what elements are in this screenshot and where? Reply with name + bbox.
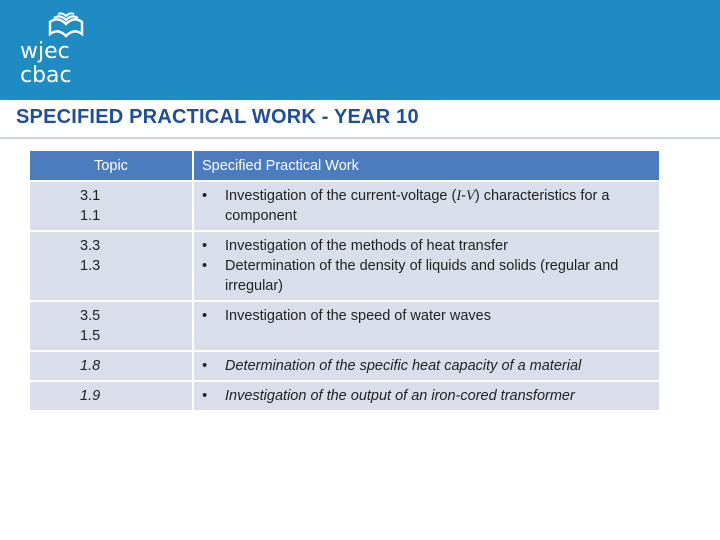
table-row [30, 231, 660, 301]
topic-number: 1.9 [80, 388, 101, 404]
practical-cell [193, 181, 660, 231]
topic-number: 3.5 [80, 308, 101, 324]
open-book-icon [46, 12, 86, 38]
page-title: SPECIFIED PRACTICAL WORK - YEAR 10 [16, 106, 419, 128]
practical-text: Investigation of the methods of heat transfer [225, 238, 508, 254]
header-band [0, 0, 720, 100]
voltage-symbol: V [466, 188, 475, 204]
practical-item [202, 236, 651, 256]
topic-number: 3.3 [80, 238, 101, 254]
logo-text-wjec: wjec [20, 39, 70, 64]
practical-text: Determination of the specific heat capacity of a material [225, 358, 582, 374]
practical-text: Investigation of the output of an iron-cored transformer [225, 388, 575, 404]
practical-cell [193, 381, 660, 411]
topic-number: 1.3 [80, 258, 101, 274]
topic-cell [30, 231, 193, 301]
practical-work-table [30, 151, 661, 412]
topic-cell [30, 181, 193, 231]
table-header-row [30, 151, 660, 181]
practical-cell [193, 301, 660, 351]
bullet-icon: • [202, 388, 208, 404]
topic-number: 1.8 [80, 358, 101, 374]
practical-item [202, 386, 651, 406]
topic-cell [30, 351, 193, 381]
practical-item [202, 186, 651, 226]
bullet-icon: • [202, 188, 208, 204]
table-row [30, 351, 660, 381]
topic-number: 1.1 [80, 208, 101, 224]
practical-cell [193, 351, 660, 381]
practical-item [202, 256, 651, 296]
title-divider [0, 137, 720, 139]
table-row [30, 301, 660, 351]
bullet-icon: • [202, 238, 208, 254]
practical-text: Investigation of the speed of water waves [225, 308, 491, 324]
current-symbol: I [456, 188, 462, 204]
topic-number: 1.5 [80, 328, 101, 344]
practical-item [202, 356, 651, 376]
table-row [30, 381, 660, 411]
practical-text: ) characteristics for a component [225, 188, 610, 224]
bullet-icon: • [202, 358, 208, 374]
logo-text-cbac: cbac [20, 63, 72, 88]
column-header-topic: Topic [30, 151, 193, 181]
practical-item [202, 306, 651, 326]
bullet-icon: • [202, 258, 208, 274]
practical-text: Determination of the density of liquids and solids (regular and irregular) [225, 258, 619, 294]
practical-text: Investigation of the current-voltage ( [225, 188, 457, 204]
topic-cell [30, 381, 193, 411]
topic-number: 3.1 [80, 188, 101, 204]
topic-cell [30, 301, 193, 351]
wjec-cbac-logo[interactable] [18, 12, 98, 88]
bullet-icon: • [202, 308, 208, 324]
column-header-practical-work: Specified Practical Work [193, 151, 660, 181]
practical-cell [193, 231, 660, 301]
table-row [30, 181, 660, 231]
dash-symbol: - [461, 188, 467, 204]
